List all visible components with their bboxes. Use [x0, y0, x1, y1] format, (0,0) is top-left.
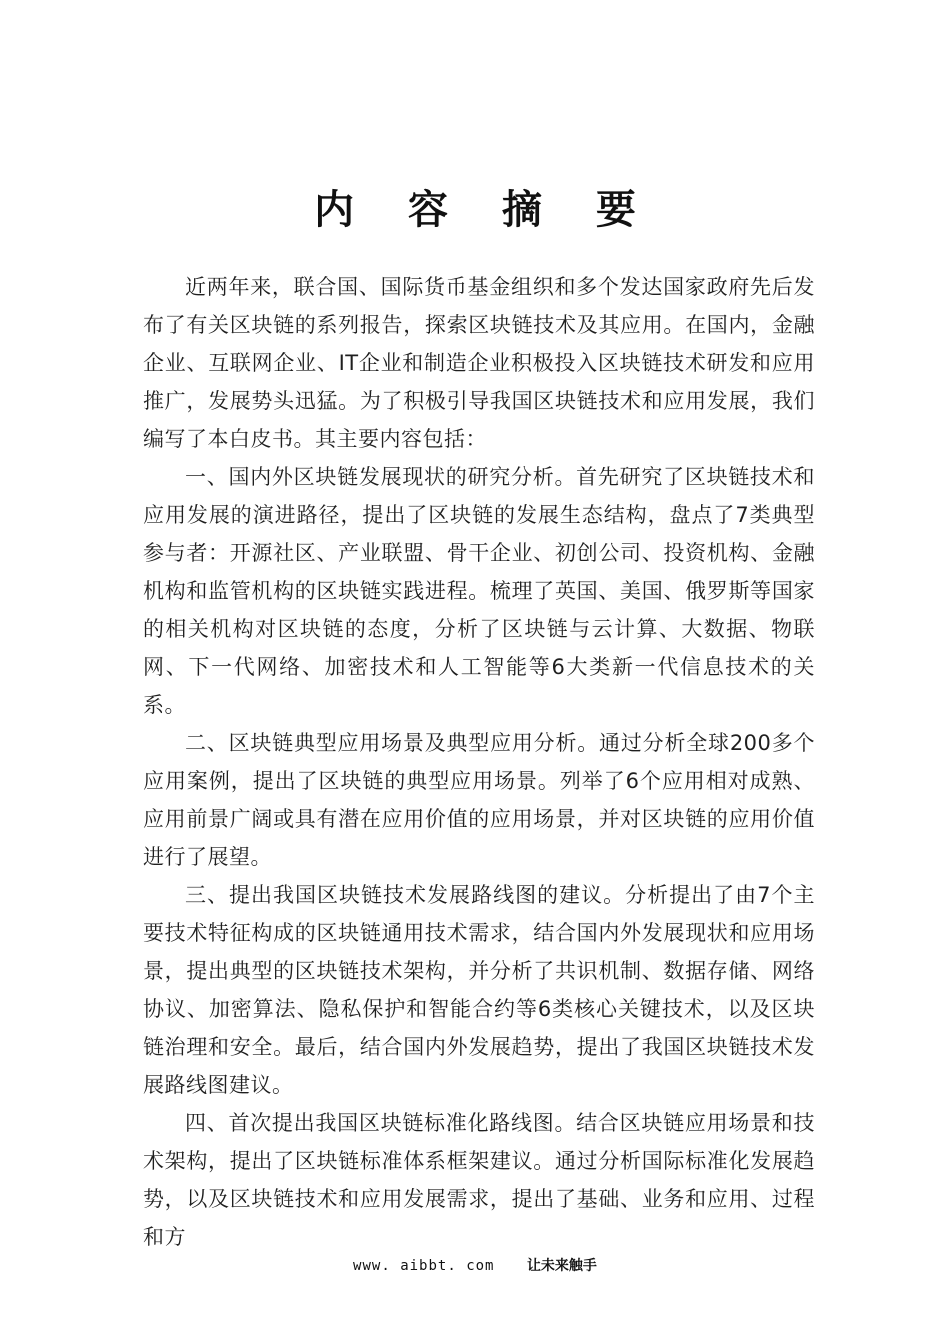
summary-body	[143, 268, 815, 1256]
paragraph-section-4: 四、首次提出我国区块链标准化路线图。结合区块链应用场景和技术架构，提出了区块链标准体系框架建议。通过分析国际标准化发展趋势，以及区块链技术和应用发展需求，提出了基础、业务和应用、过程和方	[143, 1111, 815, 1249]
paragraph-section-1: 一、国内外区块链发展现状的研究分析。首先研究了区块链技术和应用发展的演进路径，提出了区块链的发展生态结构，盘点了7类典型参与者：开源社区、产业联盟、骨干企业、初创公司、投资机构、金融机构和监管机构的区块链实践进程。梳理了英国、美国、俄罗斯等国家的相关机构对区块链的态度，分析了区块链与云计算、大数据、物联网、下一代网络、加密技术和人工智能等6大类新一代信息技术的关系。	[143, 465, 815, 717]
footer-url: www. aibbt. com	[353, 1258, 495, 1274]
page-title: 内 容 摘 要	[314, 186, 656, 233]
paragraph-section-3: 三、提出我国区块链技术发展路线图的建议。分析提出了由7个主要技术特征构成的区块链通用技术需求，结合国内外发展现状和应用场景，提出典型的区块链技术架构，并分析了共识机制、数据存储、网络协议、加密算法、隐私保护和智能合约等6类核心关键技术，以及区块链治理和安全。最后，结合国内外发展趋势，提出了我国区块链技术发展路线图建议。	[143, 883, 815, 1097]
page-footer	[0, 1255, 950, 1277]
paragraph-intro: 近两年来，联合国、国际货币基金组织和多个发达国家政府先后发布了有关区块链的系列报告，探索区块链技术及其应用。在国内，金融企业、互联网企业、IT企业和制造企业积极投入区块链技术研发和应用推广，发展势头迅猛。为了积极引导我国区块链技术和应用发展，我们编写了本白皮书。其主要内容包括：	[143, 275, 815, 451]
footer-slogan: 让未来触手	[526, 1258, 597, 1274]
paragraph-section-2: 二、区块链典型应用场景及典型应用分析。通过分析全球200多个应用案例，提出了区块链的典型应用场景。列举了6个应用相对成熟、应用前景广阔或具有潜在应用价值的应用场景，并对区块链的应用价值进行了展望。	[143, 731, 815, 869]
